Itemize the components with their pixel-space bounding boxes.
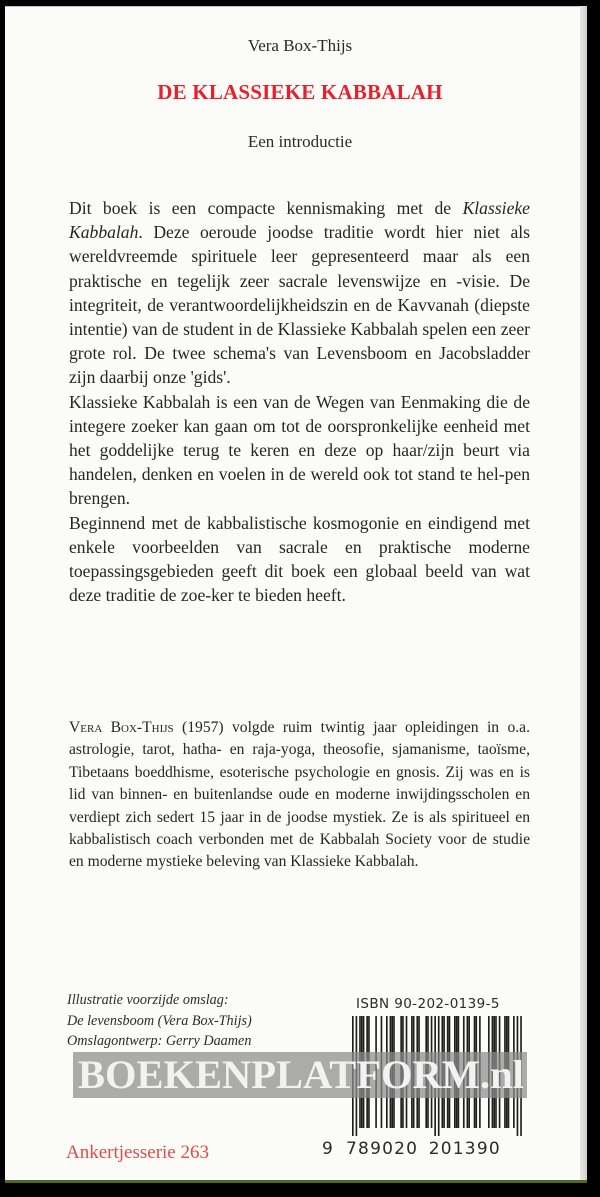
blurb-text <box>69 196 530 607</box>
credit-line-illustration: De levensboom (Vera Box-Thijs) <box>67 1012 252 1029</box>
bio-text: (1957) volgde ruim twintig jaar opleidingen in o.a. astrologie, tarot, hatha- en raja-yoga, theosofie, sjamanisme, taoïsme, Tibetaans boeddhisme, esoterische psychologie en gnosis. Zij was en is lid van binnen- en buitenlandse oude en moderne inwijdingsscholen en verdiept zich sedert 15 jaar in de joodse mystiek. Ze is als spiritueel en kabbalistisch coach verbonden met de Kabbalah Society voor de studie en moderne mystieke beleving van Klassieke Kabbalah. <box>69 719 530 871</box>
blurb-paragraph-1 <box>69 196 530 390</box>
ean-number <box>322 1139 503 1159</box>
watermark-text: BOEKENPLATFORM.nl <box>78 1052 524 1097</box>
bio-author-name: Vera Box-Thijs <box>69 719 174 736</box>
ean-first-digit: 9 <box>322 1139 335 1159</box>
blurb-p1-intro: Dit boek is een compacte kennismaking met de <box>69 198 463 218</box>
author-name: Vera Box-Thijs <box>247 36 353 55</box>
credit-line-illustration-label: Illustratie voorzijde omslag: <box>67 992 229 1008</box>
blurb-p1-italic: Klassieke Kabbalah <box>69 198 530 243</box>
series-label: Ankertjesserie 263 <box>66 1142 209 1163</box>
book-subtitle: Een introductie <box>247 132 353 151</box>
blurb-p1-rest: . Deze oeroude joodse traditie wordt hier niet als wereldvreemde spirituele leer gepresenteerd maar als een praktische en tegelijk zeer sacrale levenswijze en -visie. De integriteit, de verantwoordelijkheidszin en de Kavvanah (diepste intentie) van de student in de Klassieke Kabbalah spelen een zeer grote rol. De twee schema's van Levensboom en Jacobsladder zijn daarbij onze 'gids'. <box>69 222 530 388</box>
isbn-number: ISBN 90-202-0139-5 <box>356 996 500 1012</box>
credit-line-design: Omslagontwerp: Gerry Daamen <box>67 1033 252 1049</box>
author-bio <box>69 717 530 874</box>
watermark-banner <box>73 1052 527 1098</box>
cover-edge-shadow <box>580 6 587 1182</box>
cover-bottom-edge <box>5 1180 587 1183</box>
bio-paragraph <box>69 717 530 874</box>
ean-right-group: 201390 <box>428 1139 501 1159</box>
blurb-paragraph-3: Beginnend met de kabbalistische kosmogonie en eindigend met enkele voorbeelden van sacrale en praktische moderne toepassingsgebieden geeft dit boek een globaal beeld van wat deze traditie de zoe-ker te bieden heeft. <box>69 512 530 606</box>
book-title: DE KLASSIEKE KABBALAH <box>157 80 443 104</box>
blurb-paragraph-2: Klassieke Kabbalah is een van de Wegen van Eenmaking die de integere zoeker kan gaan om tot de oorspronkelijke eenheid met het goddelijke terug te keren en deze op haar/zijn beurt via handelen, denken en voelen in de wereld ook tot stand te hel-pen brengen. <box>69 391 530 509</box>
cover-credits <box>67 990 327 1052</box>
ean-left-group: 789020 <box>346 1139 419 1159</box>
